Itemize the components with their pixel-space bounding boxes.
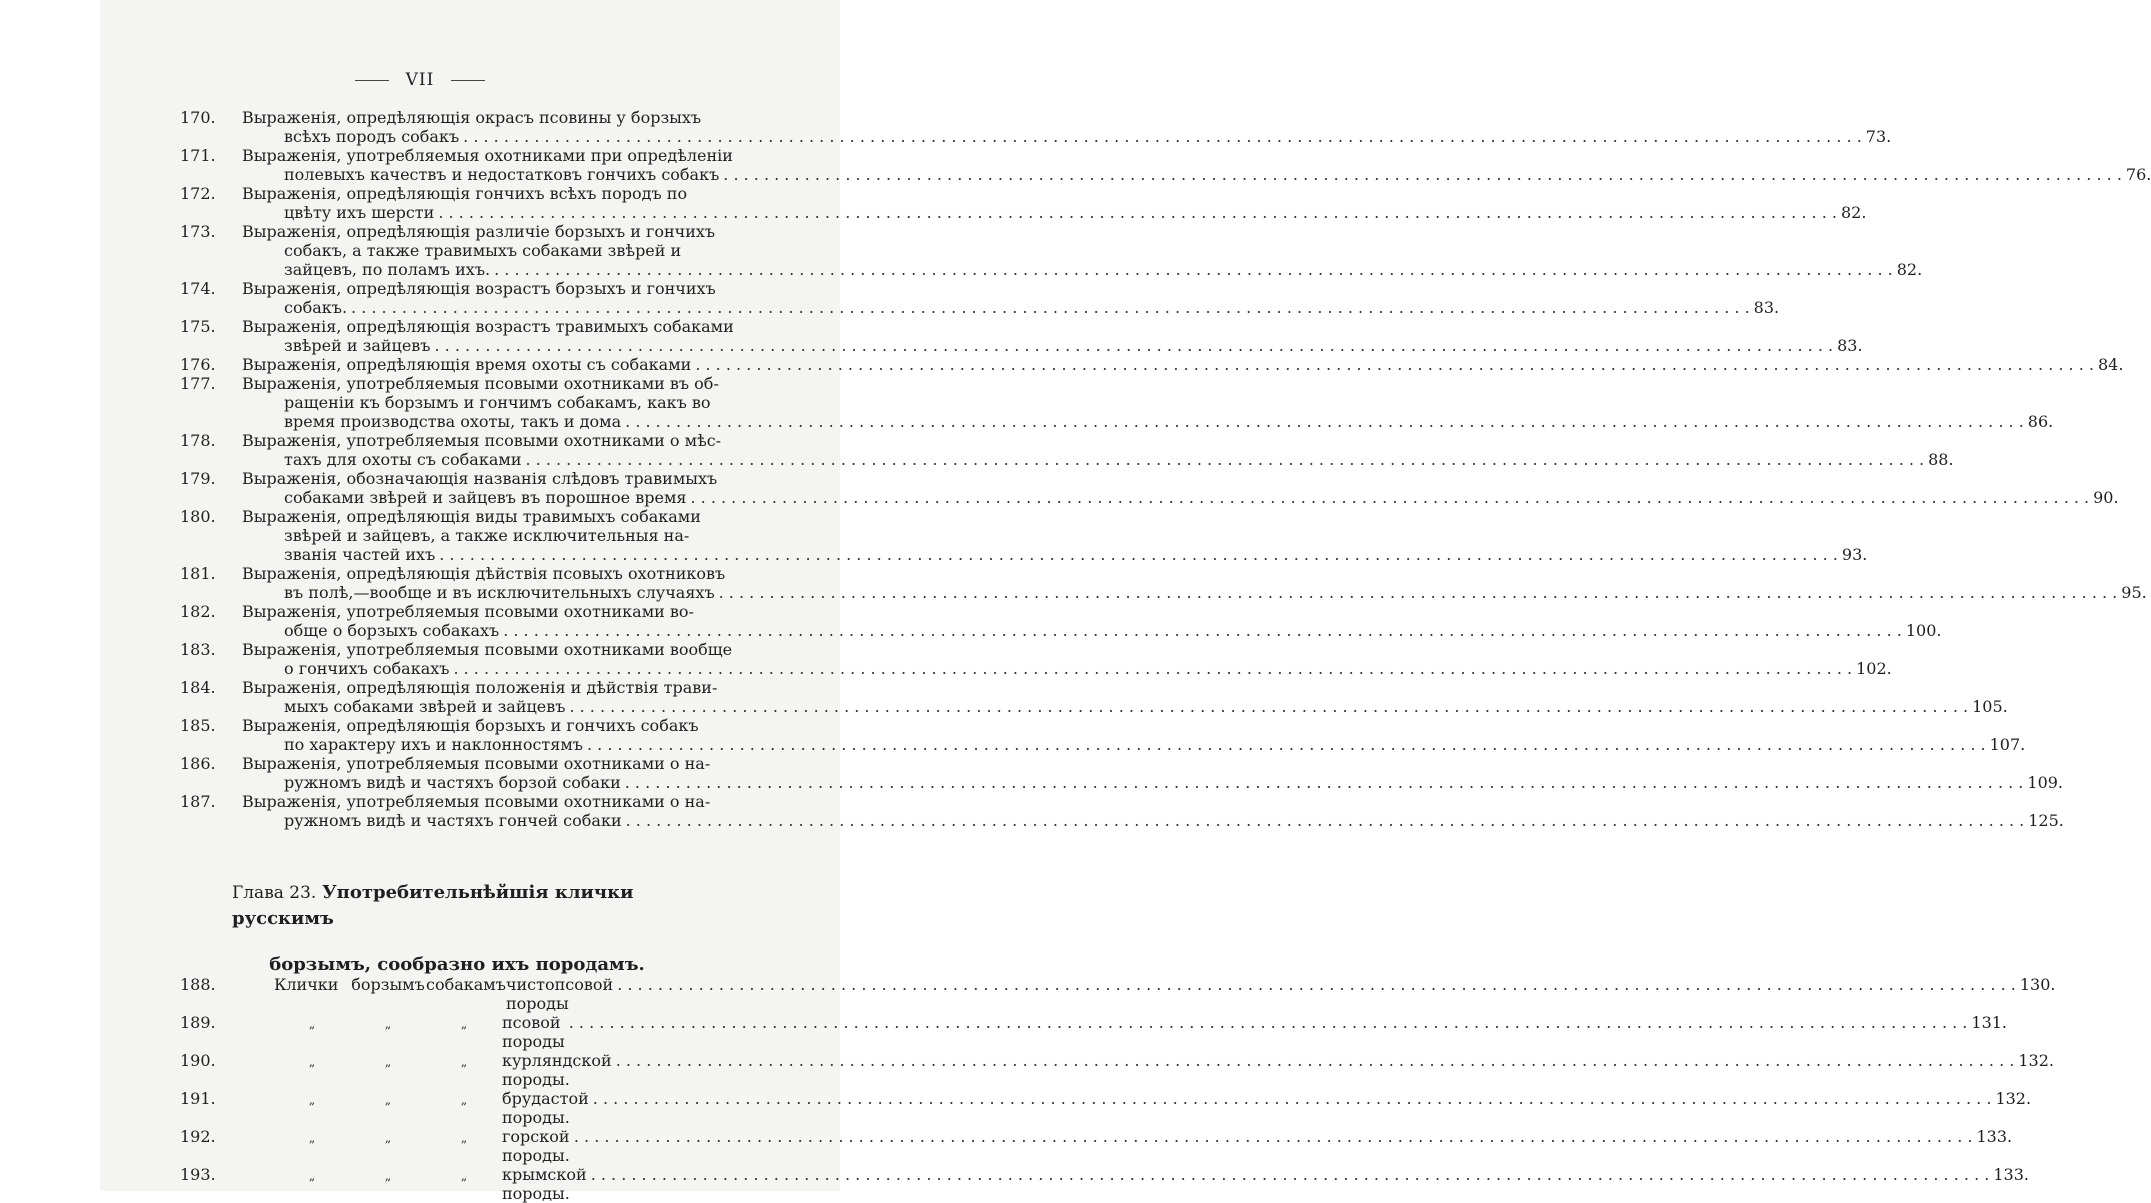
toc-entry-last-line bbox=[242, 488, 2119, 507]
dot-leader bbox=[463, 127, 1862, 146]
toc-entry-page: 84. bbox=[2097, 355, 2124, 374]
toc-entry-line: Выраженія, употребляемыя псовыми охотниками вообще bbox=[242, 640, 733, 659]
ditto-mark: „ bbox=[308, 1169, 316, 1183]
toc-entry-page: 82. bbox=[1840, 203, 1867, 222]
ditto-mark: „ bbox=[460, 1131, 468, 1145]
names-row-number: 192. bbox=[180, 1127, 216, 1146]
toc-entry-text bbox=[242, 469, 2119, 507]
toc-entry-number: 187. bbox=[180, 792, 216, 811]
toc-entry-page: 83. bbox=[1753, 298, 1780, 317]
toc-entry-number: 181. bbox=[180, 564, 216, 583]
toc-entry-line: Выраженія, употребляемыя псовыми охотниками о на- bbox=[242, 754, 711, 773]
toc-entry-number: 180. bbox=[180, 507, 216, 526]
toc-entry-line: о гончихъ собакахъ bbox=[284, 659, 450, 678]
names-page: 130. bbox=[2019, 975, 2056, 994]
dot-leader bbox=[723, 165, 2122, 184]
toc-entry-page: 109. bbox=[2027, 773, 2064, 792]
toc-entry-line: собакъ. bbox=[284, 298, 348, 317]
toc-entry-text bbox=[242, 146, 2151, 184]
toc-entry bbox=[180, 469, 2119, 507]
toc-entry-page: 93. bbox=[1841, 545, 1868, 564]
toc-entry-number: 186. bbox=[180, 754, 216, 773]
toc-entry-number: 185. bbox=[180, 716, 216, 735]
ditto-mark: „ bbox=[308, 1131, 316, 1145]
names-row-number: 193. bbox=[180, 1165, 216, 1184]
toc-entry-page: 107. bbox=[1989, 735, 2026, 754]
toc-entry-line: цвѣту ихъ шерсти bbox=[284, 203, 435, 222]
toc-entry-page: 100. bbox=[1905, 621, 1942, 640]
toc-entry-number: 176. bbox=[180, 355, 216, 374]
dot-leader bbox=[587, 735, 1986, 754]
ditto-mark: „ bbox=[460, 1055, 468, 1069]
toc-entry-line: Выраженія, употребляемыя охотниками при опредѣленіи bbox=[242, 146, 733, 165]
dot-leader bbox=[617, 975, 2016, 1013]
toc-entry-line: мыхъ собаками звѣрей и зайцевъ bbox=[284, 697, 566, 716]
ditto-mark: „ bbox=[460, 1017, 468, 1031]
toc-entry-text bbox=[242, 716, 2025, 754]
names-page: 133. bbox=[1993, 1165, 2029, 1184]
toc-entry-last-line bbox=[242, 203, 1866, 222]
toc-entry-page: 95. bbox=[2121, 583, 2147, 602]
toc-entry-last-line bbox=[242, 621, 1941, 640]
toc-entry bbox=[180, 184, 1867, 222]
dot-leader bbox=[438, 203, 1837, 222]
toc-entry-last-line bbox=[242, 165, 2151, 184]
toc-entry-page: 86. bbox=[2027, 412, 2054, 431]
toc-entry-line: Выраженія, употребляемыя псовыми охотниками о мѣс- bbox=[242, 431, 722, 450]
chapter-heading bbox=[232, 880, 652, 978]
toc-entry-line: Выраженія, опредѣляющія время охоты съ собаками bbox=[242, 355, 692, 374]
page-numeral: VII bbox=[405, 70, 435, 90]
toc-entry-page: 90. bbox=[2093, 488, 2119, 507]
running-head bbox=[0, 70, 840, 90]
toc-entry-last-line bbox=[242, 336, 1863, 355]
toc-entry-line: собакъ, а также травимыхъ собаками звѣрей и bbox=[284, 241, 682, 260]
header-dash-right bbox=[451, 80, 485, 81]
names-row bbox=[180, 1127, 2013, 1165]
toc-entry-page: 76. bbox=[2125, 165, 2151, 184]
dot-leader bbox=[503, 621, 1902, 640]
dot-leader bbox=[616, 1051, 2015, 1089]
toc-entry-line: всѣхъ породъ собакъ bbox=[284, 127, 460, 146]
names-row bbox=[180, 975, 2056, 1013]
names-table bbox=[180, 975, 2056, 1203]
toc-entry-text bbox=[242, 640, 1892, 678]
toc-entry-line: Выраженія, опредѣляющія борзыхъ и гончихъ собакъ bbox=[242, 716, 699, 735]
toc-entry-line: Выраженія, опредѣляющія окрасъ псовины у борзыхъ bbox=[242, 108, 702, 127]
names-breed-label: брудастой породы. bbox=[502, 1089, 589, 1127]
toc-entry-number: 184. bbox=[180, 678, 216, 697]
toc-entry-text bbox=[242, 678, 2008, 716]
toc-entry-text bbox=[242, 792, 2064, 830]
toc-entry-line: ружномъ видѣ и частяхъ борзой собаки bbox=[284, 773, 621, 792]
names-breed-label: крымской породы. bbox=[502, 1165, 587, 1203]
names-breed bbox=[502, 1089, 1995, 1127]
toc-entry-line: Выраженія, опредѣляющія гончихъ всѣхъ породъ по bbox=[242, 184, 688, 203]
names-row-number: 189. bbox=[180, 1013, 216, 1032]
names-breed-label: чистопсовой породы bbox=[505, 975, 614, 1013]
names-breed bbox=[502, 1165, 1993, 1203]
toc-entry bbox=[180, 678, 2008, 716]
toc-entry bbox=[180, 754, 2064, 792]
names-page: 132. bbox=[1995, 1089, 2032, 1108]
chapter-title-line1: Употребительнѣйшія клички русскимъ bbox=[232, 882, 634, 929]
names-col-klichki: Клички bbox=[274, 975, 339, 994]
names-row-number: 190. bbox=[180, 1051, 216, 1070]
names-row bbox=[180, 1051, 2054, 1089]
toc-entry-number: 173. bbox=[180, 222, 216, 241]
toc-entry-text bbox=[242, 602, 1941, 640]
toc-entry bbox=[180, 507, 1868, 564]
toc-entry-text bbox=[242, 184, 1866, 222]
names-page: 133. bbox=[1976, 1127, 2013, 1146]
names-row bbox=[180, 1165, 2029, 1203]
toc-entry-line: Выраженія, опредѣляющія различіе борзыхъ и гончихъ bbox=[242, 222, 716, 241]
toc-entry-line: ружномъ видѣ и частяхъ гончей собаки bbox=[284, 811, 622, 830]
toc-entry-line: Выраженія, употребляемыя псовыми охотниками въ об- bbox=[242, 374, 719, 393]
ditto-mark: „ bbox=[384, 1055, 392, 1069]
ditto-mark: „ bbox=[384, 1169, 392, 1183]
toc-entry-line: Выраженія, опредѣляющія виды травимыхъ собаками bbox=[242, 507, 701, 526]
toc-entry-line: Выраженія, опредѣляющія возрастъ травимыхъ собаками bbox=[242, 317, 734, 336]
dot-leader bbox=[569, 1013, 1968, 1051]
names-breed-label: псовой породы bbox=[502, 1013, 565, 1051]
toc-entry bbox=[180, 374, 2054, 431]
toc-entry-text bbox=[242, 317, 1863, 355]
names-page: 131. bbox=[1971, 1013, 2008, 1032]
names-row-number: 188. bbox=[180, 975, 216, 994]
names-col-sobakam: собакамъ bbox=[426, 975, 506, 994]
toc-entry-number: 183. bbox=[180, 640, 216, 659]
toc-entry-number: 170. bbox=[180, 108, 216, 127]
toc-entry-page: 82. bbox=[1896, 260, 1923, 279]
toc-entry bbox=[180, 279, 1780, 317]
dot-leader bbox=[494, 260, 1893, 279]
toc-entry-last-line bbox=[242, 773, 2063, 792]
toc-entry-line: собаками звѣрей и зайцевъ въ порошное время bbox=[284, 488, 687, 507]
dot-leader bbox=[351, 298, 1750, 317]
names-breed bbox=[502, 1013, 1971, 1051]
toc-entry-line: тахъ для охоты съ собаками bbox=[284, 450, 522, 469]
toc-entry bbox=[180, 355, 2124, 374]
toc-entry bbox=[180, 640, 1892, 678]
table-of-contents bbox=[180, 108, 2151, 830]
toc-entry-last-line bbox=[242, 412, 2053, 431]
toc-entry-text bbox=[242, 431, 1954, 469]
toc-entry-last-line bbox=[242, 545, 1867, 564]
toc-entry-line: полевыхъ качествъ и недостатковъ гончихъ собакъ bbox=[284, 165, 720, 184]
chapter-title-line2: борзымъ, сообразно ихъ породамъ. bbox=[269, 954, 645, 975]
toc-entry-number: 179. bbox=[180, 469, 216, 488]
toc-entry-line: въ полѣ,—вообще и въ исключительныхъ случаяхъ bbox=[284, 583, 715, 602]
names-breed-label: курляндской породы. bbox=[502, 1051, 612, 1089]
dot-leader bbox=[625, 773, 2024, 792]
toc-entry-number: 178. bbox=[180, 431, 216, 450]
toc-entry-line: Выраженія, опредѣляющія положенія и дѣйствія трави- bbox=[242, 678, 718, 697]
dot-leader bbox=[690, 488, 2089, 507]
dot-leader bbox=[569, 697, 1968, 716]
ditto-mark: „ bbox=[384, 1131, 392, 1145]
toc-entry bbox=[180, 146, 2151, 184]
toc-entry-page: 105. bbox=[1972, 697, 2008, 716]
names-breed bbox=[502, 1051, 2018, 1089]
ditto-mark: „ bbox=[308, 1055, 316, 1069]
toc-entry-last-line bbox=[242, 450, 1954, 469]
names-row bbox=[180, 1089, 2032, 1127]
toc-entry-number: 174. bbox=[180, 279, 216, 298]
toc-entry bbox=[180, 222, 1923, 279]
toc-entry-number: 177. bbox=[180, 374, 216, 393]
toc-entry-last-line bbox=[242, 811, 2064, 830]
toc-entry bbox=[180, 108, 1892, 146]
ditto-mark: „ bbox=[308, 1093, 316, 1107]
toc-entry-line: Выраженія, опредѣляющія дѣйствія псовыхъ охотниковъ bbox=[242, 564, 726, 583]
dot-leader bbox=[453, 659, 1852, 678]
toc-entry-page: 88. bbox=[1928, 450, 1954, 469]
names-breed-label: горской породы. bbox=[502, 1127, 570, 1165]
dot-leader bbox=[591, 1165, 1990, 1203]
names-breed bbox=[506, 975, 2020, 1013]
toc-entry-page: 125. bbox=[2028, 811, 2064, 830]
dot-leader bbox=[719, 583, 2118, 602]
toc-entry-last-line bbox=[242, 697, 2008, 716]
names-row-number: 191. bbox=[180, 1089, 216, 1108]
dot-leader bbox=[626, 811, 2025, 830]
toc-entry-line: Выраженія, употребляемыя псовыми охотниками о на- bbox=[242, 792, 711, 811]
toc-entry-line: Выраженія, обозначающія названія слѣдовъ травимыхъ bbox=[242, 469, 718, 488]
toc-entry-number: 171. bbox=[180, 146, 216, 165]
dot-leader bbox=[625, 412, 2024, 431]
toc-entry-text bbox=[242, 355, 2123, 374]
ditto-mark: „ bbox=[384, 1093, 392, 1107]
toc-entry-page: 102. bbox=[1856, 659, 1892, 678]
toc-entry-last-line bbox=[242, 298, 1779, 317]
toc-entry bbox=[180, 564, 2147, 602]
toc-entry-number: 175. bbox=[180, 317, 216, 336]
dot-leader bbox=[695, 355, 2094, 374]
toc-entry-number: 182. bbox=[180, 602, 216, 621]
names-breed bbox=[502, 1127, 1976, 1165]
toc-entry-last-line bbox=[242, 735, 2025, 754]
dot-leader bbox=[525, 450, 1924, 469]
toc-entry-line: званія частей ихъ bbox=[284, 545, 436, 564]
toc-entry bbox=[180, 317, 1863, 355]
toc-entry-page: 83. bbox=[1837, 336, 1863, 355]
toc-entry-line: время производства охоты, такъ и дома bbox=[284, 412, 622, 431]
toc-entry bbox=[180, 716, 2026, 754]
toc-entry-text bbox=[242, 507, 1867, 564]
toc-entry bbox=[180, 792, 2064, 830]
toc-entry-text bbox=[242, 108, 1891, 146]
ditto-mark: „ bbox=[460, 1169, 468, 1183]
toc-entry-line: зайцевъ, по поламъ ихъ. bbox=[284, 260, 491, 279]
toc-entry-line: Выраженія, употребляемыя псовыми охотниками во- bbox=[242, 602, 694, 621]
toc-entry-last-line bbox=[242, 260, 1922, 279]
dot-leader bbox=[434, 336, 1833, 355]
names-page: 132. bbox=[2018, 1051, 2054, 1070]
toc-entry-text bbox=[242, 754, 2063, 792]
chapter-label: Глава 23. bbox=[232, 883, 317, 903]
dot-leader bbox=[439, 545, 1838, 564]
toc-entry-line: обще о борзыхъ собакахъ bbox=[284, 621, 500, 640]
toc-entry-text bbox=[242, 374, 2053, 431]
names-rows bbox=[180, 1013, 2054, 1203]
header-dash-left bbox=[355, 80, 389, 81]
toc-entry-last-line bbox=[242, 659, 1892, 678]
toc-entry-line: по характеру ихъ и наклонностямъ bbox=[284, 735, 583, 754]
toc-entry-line: ращеніи къ борзымъ и гончимъ собакамъ, какъ во bbox=[284, 393, 711, 412]
toc-entry-last-line bbox=[242, 355, 2123, 374]
toc-entry-last-line bbox=[242, 583, 2147, 602]
dot-leader bbox=[593, 1089, 1992, 1127]
names-col-borzym: борзымъ bbox=[351, 975, 425, 994]
toc-entry-last-line bbox=[242, 127, 1891, 146]
toc-entry bbox=[180, 431, 1954, 469]
toc-entry-text bbox=[242, 564, 2147, 602]
toc-entry-number: 172. bbox=[180, 184, 216, 203]
toc-entry-line: Выраженія, опредѣляющія возрастъ борзыхъ и гончихъ bbox=[242, 279, 716, 298]
toc-entry-text bbox=[242, 279, 1779, 317]
toc-entry bbox=[180, 602, 1942, 640]
ditto-mark: „ bbox=[308, 1017, 316, 1031]
toc-entry-text bbox=[242, 222, 1922, 279]
toc-entry-page: 73. bbox=[1865, 127, 1892, 146]
ditto-mark: „ bbox=[384, 1017, 392, 1031]
dot-leader bbox=[574, 1127, 1973, 1165]
toc-entry-line: звѣрей и зайцевъ bbox=[284, 336, 431, 355]
ditto-mark: „ bbox=[460, 1093, 468, 1107]
names-row bbox=[180, 1013, 2008, 1051]
toc-entry-line: звѣрей и зайцевъ, а также исключительныя на- bbox=[284, 526, 690, 545]
